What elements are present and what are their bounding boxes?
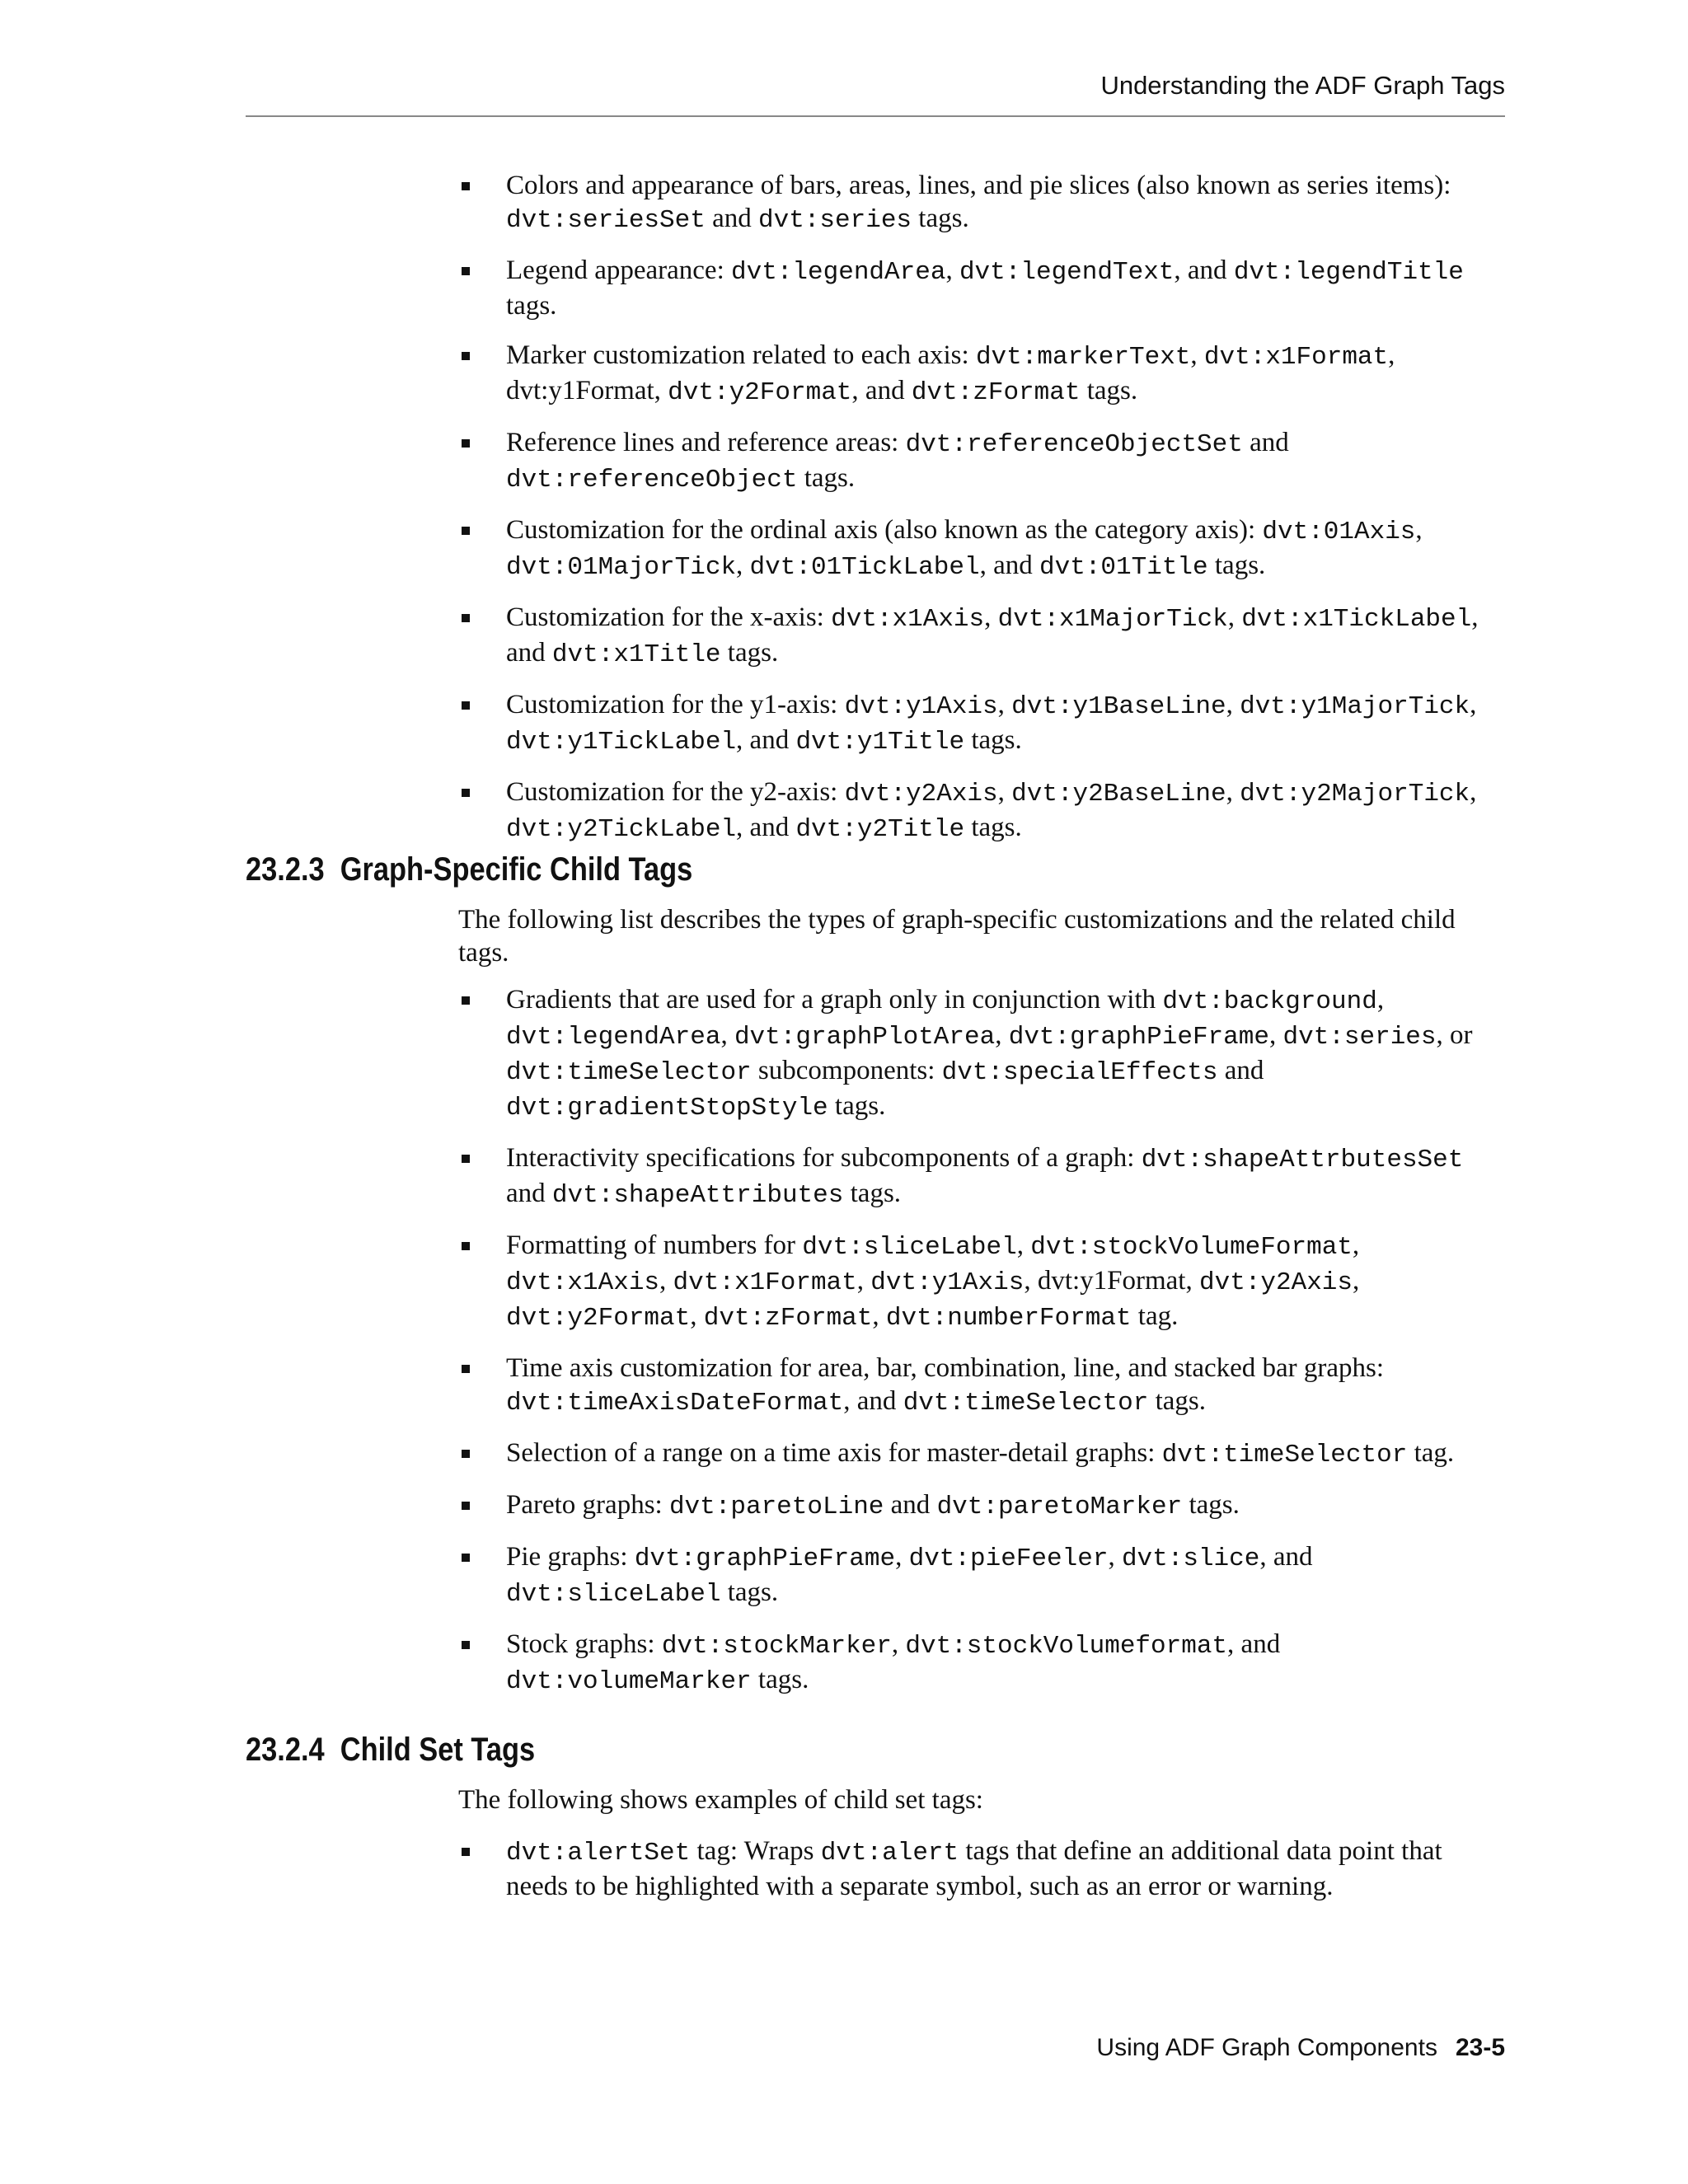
child-set-tags-list xyxy=(458,1835,1505,1919)
list-item xyxy=(458,1141,1505,1212)
list-item xyxy=(458,426,1505,497)
square-bullet-icon xyxy=(462,439,470,448)
list-item-text: dvt:alertSet tag: Wraps dvt:alert tags that define an additional data point that needs to be highlighted with a separate symbol, such as an error or warning. xyxy=(506,1836,1442,1901)
list-item xyxy=(458,688,1505,759)
section-heading-2324: 23.2.4 Child Set Tags xyxy=(246,1732,536,1768)
list-item-text: Legend appearance: dvt:legendArea, dvt:legendText, and dvt:legendTitle tags. xyxy=(506,255,1464,321)
list-item xyxy=(458,1835,1505,1903)
list-item xyxy=(458,169,1505,237)
square-bullet-icon xyxy=(462,614,470,622)
list-item xyxy=(458,1229,1505,1335)
list-item-text: Customization for the y1-axis: dvt:y1Axis, dvt:y1BaseLine, dvt:y1MajorTick, dvt:y1TickLabel, and dvt:y1Title tags. xyxy=(506,690,1477,757)
square-bullet-icon xyxy=(462,1848,470,1856)
page-number: 23-5 xyxy=(1455,2034,1505,2061)
square-bullet-icon xyxy=(462,1155,470,1163)
square-bullet-icon xyxy=(462,1365,470,1373)
square-bullet-icon xyxy=(462,1502,470,1510)
square-bullet-icon xyxy=(462,1641,470,1649)
square-bullet-icon xyxy=(462,789,470,797)
list-item xyxy=(458,983,1505,1125)
square-bullet-icon xyxy=(462,1242,470,1250)
appearance-tags-list xyxy=(458,169,1505,863)
list-item-text: Stock graphs: dvt:stockMarker, dvt:stockVolumeformat, and dvt:volumeMarker tags. xyxy=(506,1629,1281,1696)
section-heading-2323: 23.2.3 Graph-Specific Child Tags xyxy=(246,851,693,888)
list-item-text: Pie graphs: dvt:graphPieFrame, dvt:pieFeeler, dvt:slice, and dvt:sliceLabel tags. xyxy=(506,1542,1313,1609)
list-item xyxy=(458,513,1505,584)
footer-title: Using ADF Graph Components xyxy=(1096,2034,1437,2061)
list-item xyxy=(458,776,1505,846)
list-item-text: Marker customization related to each axis: dvt:markerText, dvt:x1Format, dvt:y1Format, dvt:y2Format, and dvt:zFormat tags. xyxy=(506,340,1395,407)
list-item xyxy=(458,601,1505,672)
section-2324-intro: The following shows examples of child set tags: xyxy=(458,1785,983,1815)
list-item xyxy=(458,254,1505,322)
list-item xyxy=(458,1628,1505,1699)
graph-specific-tags-list xyxy=(458,983,1505,1715)
square-bullet-icon xyxy=(462,182,470,190)
list-item xyxy=(458,1540,1505,1611)
square-bullet-icon xyxy=(462,1450,470,1458)
square-bullet-icon xyxy=(462,352,470,360)
list-item-text: Formatting of numbers for dvt:sliceLabel, dvt:stockVolumeFormat, dvt:x1Axis, dvt:x1Format, dvt:y1Axis, dvt:y1Format, dvt:y2Axis, dvt:y2Format, dvt:zFormat, dvt:numberFormat tag. xyxy=(506,1230,1360,1333)
list-item xyxy=(458,339,1505,410)
list-item-text: Interactivity specifications for subcomponents of a graph: dvt:shapeAttrbutesSet and dvt:shapeAttributes tags. xyxy=(506,1143,1464,1210)
list-item xyxy=(458,1436,1505,1472)
list-item-text: Colors and appearance of bars, areas, lines, and pie slices (also known as series items): dvt:seriesSet and dvt:series tags. xyxy=(506,171,1451,235)
list-item-text: Gradients that are used for a graph only in conjunction with dvt:background, dvt:legendArea, dvt:graphPlotArea, dvt:graphPieFrame, dvt:series, or dvt:timeSelector subcomponents: dvt:specialEffects and dvt:gradientStopStyle tags. xyxy=(506,985,1473,1122)
list-item-text: Time axis customization for area, bar, combination, line, and stacked bar graphs: dvt:timeAxisDateFormat, and dvt:timeSelector tags. xyxy=(506,1353,1385,1418)
square-bullet-icon xyxy=(462,996,470,1005)
list-item-text: Reference lines and reference areas: dvt:referenceObjectSet and dvt:referenceObject tags. xyxy=(506,428,1289,494)
header-rule xyxy=(246,115,1505,117)
running-header-title: Understanding the ADF Graph Tags xyxy=(1100,71,1505,100)
square-bullet-icon xyxy=(462,527,470,535)
list-item xyxy=(458,1488,1505,1524)
list-item-text: Customization for the y2-axis: dvt:y2Axis, dvt:y2BaseLine, dvt:y2MajorTick, dvt:y2TickLabel, and dvt:y2Title tags. xyxy=(506,777,1477,844)
page-footer xyxy=(1096,2034,1505,2062)
square-bullet-icon xyxy=(462,1554,470,1562)
list-item-text: Customization for the ordinal axis (also known as the category axis): dvt:01Axis, dvt:01MajorTick, dvt:01TickLabel, and dvt:01Title tags. xyxy=(506,515,1423,582)
square-bullet-icon xyxy=(462,267,470,275)
list-item-text: Customization for the x-axis: dvt:x1Axis, dvt:x1MajorTick, dvt:x1TickLabel, and dvt:x1Title tags. xyxy=(506,602,1479,669)
list-item xyxy=(458,1352,1505,1420)
list-item-text: Selection of a range on a time axis for master-detail graphs: dvt:timeSelector tag. xyxy=(506,1438,1455,1469)
square-bullet-icon xyxy=(462,701,470,710)
section-2323-intro: The following list describes the types of graph-specific customizations and the related child tags. xyxy=(458,905,1456,968)
list-item-text: Pareto graphs: dvt:paretoLine and dvt:paretoMarker tags. xyxy=(506,1490,1240,1521)
